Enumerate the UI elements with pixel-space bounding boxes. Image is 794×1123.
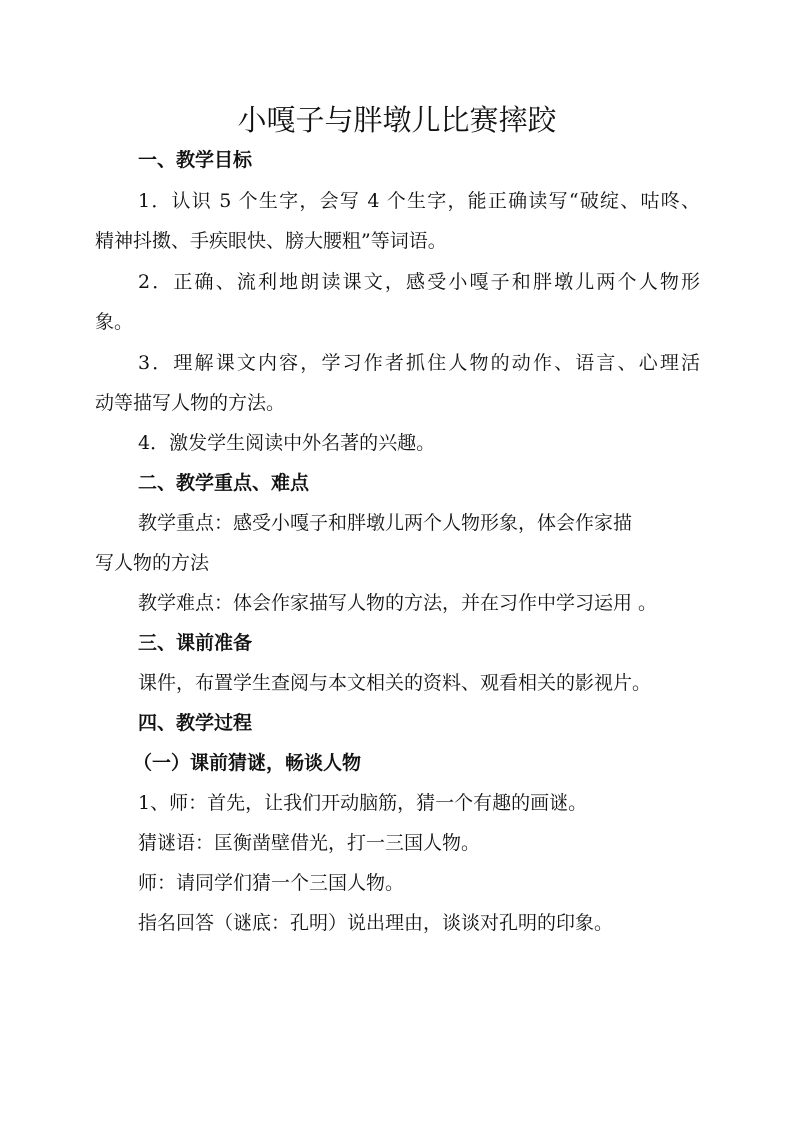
objective-3-line-1: 3．理解课文内容，学习作者抓住人物的动作、语言、心理活 xyxy=(138,352,700,374)
key-point-line-2: 写人物的方法 xyxy=(95,552,210,574)
process-line-2: 猜谜语：匡衡凿壁借光，打一三国人物。 xyxy=(138,832,481,854)
heading-preparation: 三、课前准备 xyxy=(138,632,253,654)
objective-3-line-2: 动等描写人物的方法。 xyxy=(95,392,286,414)
objective-2-line-1: 2．正确、流利地朗读课文，感受小嘎子和胖墩儿两个人物形 xyxy=(138,271,700,293)
process-line-1: 1、师：首先，让我们开动脑筋，猜一个有趣的画谜。 xyxy=(138,792,588,814)
process-line-4: 指名回答（谜底：孔明）说出理由，谈谈对孔明的印象。 xyxy=(138,912,614,934)
preparation-text: 课件，布置学生查阅与本文相关的资料、观看相关的影视片。 xyxy=(138,672,652,694)
objective-1-line-1: 1．认识 5 个生字，会写 4 个生字，能正确读写“破绽、咕咚、 xyxy=(138,190,700,212)
objective-4: 4．激发学生阅读中外名著的兴趣。 xyxy=(138,432,436,454)
subheading-riddle: （一）课前猜谜，畅谈人物 xyxy=(133,752,362,774)
objective-1-line-2: 精神抖擞、手疾眼快、膀大腰粗”等词语。 xyxy=(95,230,447,252)
difficult-point: 教学难点：体会作家描写人物的方法，并在习作中学习运用 。 xyxy=(138,592,658,614)
heading-process: 四、教学过程 xyxy=(138,712,253,734)
process-line-3: 师：请同学们猜一个三国人物。 xyxy=(138,872,405,894)
document-title: 小嘎子与胖墩儿比赛摔跤 xyxy=(237,103,557,137)
heading-objectives: 一、教学目标 xyxy=(138,149,253,171)
key-point-line-1: 教学重点：感受小嘎子和胖墩儿两个人物形象，体会作家描 xyxy=(138,512,633,534)
objective-2-line-2: 象。 xyxy=(95,311,134,333)
heading-key-points: 二、教学重点、难点 xyxy=(138,472,310,494)
